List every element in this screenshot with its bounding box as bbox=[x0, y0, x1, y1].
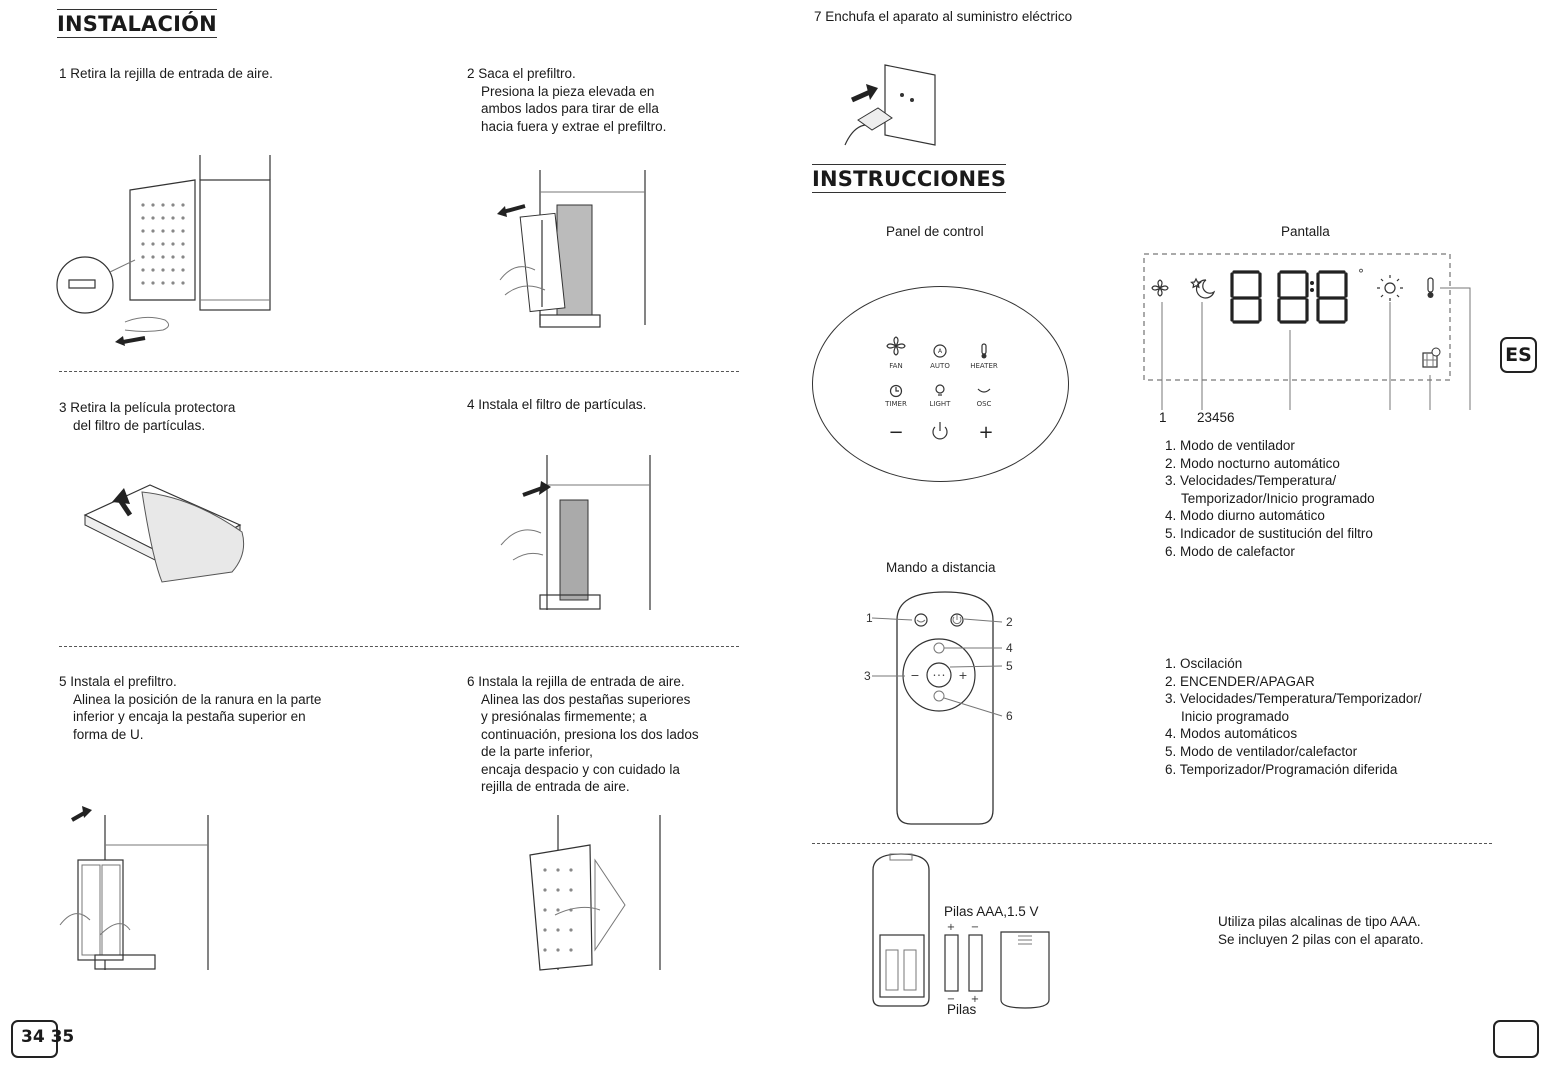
timer-button[interactable] bbox=[891, 386, 902, 397]
step-3-text: 3 Retira la película protectora del filtro de partículas. bbox=[59, 400, 236, 433]
page-left: 34 bbox=[21, 1027, 45, 1047]
remote-body bbox=[897, 592, 993, 824]
installation-heading: INSTALACIÓN bbox=[57, 9, 217, 38]
svg-text:+: + bbox=[946, 922, 956, 933]
fan-label: FAN bbox=[889, 362, 903, 370]
power-button[interactable] bbox=[933, 422, 947, 439]
step-5-text: 5 Instala el prefiltro. Alinea la posición de la ranura en la parte inferior y encaja la pestaña superior en forma de U. bbox=[59, 674, 322, 742]
svg-text:−: − bbox=[946, 994, 956, 1005]
display-callout-1: 1 bbox=[1159, 410, 1167, 425]
light-label: LIGHT bbox=[929, 400, 951, 408]
thermometer-icon bbox=[982, 344, 986, 354]
heater-mode-icon bbox=[1428, 278, 1434, 298]
bulb-icon bbox=[936, 385, 944, 393]
display-callouts: 23456 bbox=[1197, 410, 1235, 425]
step-6-illustration bbox=[510, 815, 670, 975]
osc-label: OSC bbox=[976, 400, 992, 408]
step-3-illustration bbox=[80, 480, 260, 590]
right-page-box bbox=[1493, 1020, 1539, 1058]
timer-label: TIMER bbox=[885, 400, 907, 408]
oscillation-icon bbox=[978, 389, 990, 392]
remote-legend: 1. Oscilación 2. ENCENDER/APAGAR 3. Velocidades/Temperatura/Temporizador/ Inicio programado 4. Modos automáticos 5. Modo de ventilador/calefactor 6. Temporizador/Programación diferida bbox=[1165, 656, 1422, 777]
page-numbers bbox=[21, 1027, 74, 1047]
minus-button[interactable]: − bbox=[888, 422, 904, 443]
step-4-illustration bbox=[495, 455, 665, 615]
remote-minus-button[interactable]: − bbox=[910, 669, 920, 682]
remote-diagram bbox=[860, 590, 1040, 830]
remote-back bbox=[873, 854, 929, 1006]
degree-symbol: ° bbox=[1358, 267, 1364, 281]
step-5-illustration bbox=[60, 800, 220, 980]
remote-title: Mando a distancia bbox=[886, 560, 996, 575]
remote-callout-6: 6 bbox=[1006, 709, 1013, 723]
display-title: Pantalla bbox=[1281, 224, 1330, 239]
battery-note: Utiliza pilas alcalinas de tipo AAA. Se incluyen 2 pilas con el aparato. bbox=[1218, 914, 1424, 947]
display-legend: 1. Modo de ventilador 2. Modo nocturno automático 3. Velocidades/Temperatura/ Temporizador/Inicio programado 4. Modo diurno automático 5. Indicador de sustitución del filtro 6. Modo de calefactor bbox=[1165, 438, 1375, 559]
auto-button[interactable] bbox=[934, 345, 946, 357]
plus-button[interactable]: + bbox=[978, 422, 994, 443]
instructions-heading: INSTRUCCIONES bbox=[812, 164, 1006, 193]
battery-cover bbox=[1001, 932, 1049, 1008]
step-7-text: 7 Enchufa el aparato al suministro eléctrico bbox=[814, 9, 1073, 24]
divider bbox=[59, 646, 739, 647]
battery-label: Pilas AAA,1.5 V bbox=[944, 904, 1039, 919]
remote-callout-5: 5 bbox=[1006, 659, 1013, 673]
remote-plus-button[interactable]: + bbox=[958, 669, 968, 682]
battery-1 bbox=[945, 935, 958, 991]
svg-text:• • •: • • • bbox=[932, 673, 946, 679]
step-2-illustration bbox=[495, 170, 665, 335]
step-1-illustration bbox=[55, 150, 285, 350]
heater-button[interactable] bbox=[982, 344, 987, 359]
page-right: 35 bbox=[50, 1027, 75, 1047]
light-button[interactable] bbox=[936, 385, 944, 395]
battery-sublabel: Pilas bbox=[947, 1002, 977, 1017]
divider bbox=[812, 843, 1492, 844]
remote-callout-2: 2 bbox=[1006, 615, 1013, 629]
plug-illustration bbox=[840, 60, 950, 155]
divider bbox=[59, 371, 739, 372]
heater-label: HEATER bbox=[970, 362, 998, 370]
control-panel-icons bbox=[812, 286, 1069, 482]
step-2-text: 2 Saca el prefiltro. Presiona la pieza elevada en ambos lados para tirar de ella hacia fuera y extrae el prefiltro. bbox=[467, 66, 667, 134]
battery-2 bbox=[969, 935, 982, 991]
fan-button[interactable] bbox=[887, 337, 905, 355]
remote-callout-1: 1 bbox=[866, 611, 873, 625]
step-6-text: 6 Instala la rejilla de entrada de aire. Alinea las dos pestañas superiores y presiónalas firmemente; a continuación, presiona los dos lados de la parte inferior, encaja despacio y con cuidado la rejilla de entrada de aire. bbox=[467, 674, 699, 794]
svg-text:−: − bbox=[970, 922, 980, 933]
remote-callout-3: 3 bbox=[864, 669, 871, 683]
battery-illustration bbox=[868, 850, 1068, 1015]
fan-icon bbox=[887, 337, 905, 355]
language-tab: ES bbox=[1500, 337, 1537, 373]
svg-text:+: + bbox=[970, 994, 980, 1005]
step-1-text: 1 Retira la rejilla de entrada de aire. bbox=[59, 66, 273, 81]
remote-callout-4: 4 bbox=[1006, 641, 1013, 655]
osc-button[interactable] bbox=[978, 389, 990, 392]
fan-mode-icon bbox=[1152, 280, 1168, 296]
display-diagram bbox=[1140, 250, 1470, 410]
step-4-text: 4 Instala el filtro de partículas. bbox=[467, 397, 647, 412]
day-mode-icon bbox=[1377, 275, 1403, 301]
filter-replace-icon bbox=[1423, 348, 1440, 367]
svg-text:A: A bbox=[937, 348, 943, 355]
auto-label: AUTO bbox=[930, 362, 950, 370]
control-panel-title: Panel de control bbox=[886, 224, 984, 239]
segment-digits bbox=[1232, 272, 1346, 322]
